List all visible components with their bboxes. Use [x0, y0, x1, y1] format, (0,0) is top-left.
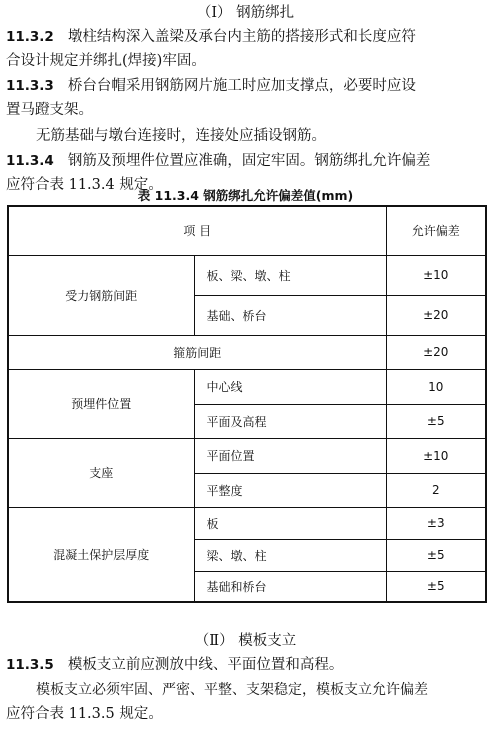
clause-number: 11.3.2	[6, 29, 54, 45]
group-label: 受力钢筋间距	[8, 255, 194, 335]
clause-11-3-4	[6, 151, 430, 171]
clause-text: 桥台台帽采用钢筋网片施工时应加支撑点，必要时应设	[67, 78, 416, 94]
clause-11-3-3-cont: 置马蹬支架。	[6, 102, 93, 118]
tolerance-value: ±3	[386, 507, 486, 539]
table-row	[8, 255, 486, 295]
section-heading-rebar: （Ⅰ） 钢筋绑扎	[196, 5, 295, 21]
paragraph-no-rebar-foundation: 无筋基础与墩台连接时，连接处应插设钢筋。	[36, 128, 326, 144]
paragraph-formwork: 模板支立必须牢固、严密、平整、支架稳定，模板支立允许偏差	[36, 682, 428, 698]
item-label: 板、梁、墩、柱	[194, 255, 386, 295]
clause-text: 墩柱结构深入盖梁及承台内主筋的搭接形式和长度应符	[67, 29, 416, 45]
paragraph-formwork-cont: 应符合表 11.3.5 规定。	[6, 706, 163, 722]
item-label: 平整度	[194, 473, 386, 507]
group-label: 支座	[8, 438, 194, 507]
clause-number: 11.3.4	[6, 153, 54, 169]
table-caption: 表 11.3.4 钢筋绑扎允许偏差值(mm)	[137, 188, 354, 203]
item-label: 平面位置	[194, 438, 386, 473]
clause-11-3-4-cont: 应符合表 11.3.4 规定。	[6, 177, 163, 193]
tolerance-value: ±5	[386, 404, 486, 438]
tolerance-value: ±5	[386, 539, 486, 571]
group-label: 混凝土保护层厚度	[8, 507, 194, 602]
tolerance-value: ±5	[386, 571, 486, 602]
clause-number: 11.3.5	[6, 657, 54, 673]
clause-number: 11.3.3	[6, 78, 54, 94]
header-tolerance: 允许偏差	[386, 206, 486, 255]
tolerance-table	[7, 205, 487, 603]
item-label: 中心线	[194, 369, 386, 404]
tolerance-value: 2	[386, 473, 486, 507]
item-label: 基础、桥台	[194, 295, 386, 335]
group-label: 预埋件位置	[8, 369, 194, 438]
section-heading-formwork: （Ⅱ） 模板支立	[194, 633, 297, 649]
table-row	[8, 507, 486, 539]
tolerance-value: ±10	[386, 438, 486, 473]
clause-11-3-2	[6, 27, 416, 47]
clause-text: 模板支立前应测放中线、平面位置和高程。	[67, 657, 344, 673]
tolerance-value: 10	[386, 369, 486, 404]
clause-11-3-2-cont: 合设计规定并绑扎(焊接)牢固。	[6, 53, 206, 69]
table-row	[8, 335, 486, 369]
item-label: 板	[194, 507, 386, 539]
tolerance-value: ±20	[386, 335, 486, 369]
table-row	[8, 438, 486, 473]
table-header-row	[8, 206, 486, 255]
clause-text: 钢筋及预埋件位置应准确，固定牢固。钢筋绑扎允许偏差	[67, 153, 431, 169]
clause-11-3-3	[6, 76, 416, 96]
tolerance-value: ±20	[386, 295, 486, 335]
group-label: 箍筋间距	[8, 335, 386, 369]
header-item: 项 目	[8, 206, 386, 255]
table-row	[8, 369, 486, 404]
item-label: 基础和桥台	[194, 571, 386, 602]
item-label: 平面及高程	[194, 404, 386, 438]
tolerance-value: ±10	[386, 255, 486, 295]
item-label: 梁、墩、柱	[194, 539, 386, 571]
clause-11-3-5	[6, 655, 343, 675]
